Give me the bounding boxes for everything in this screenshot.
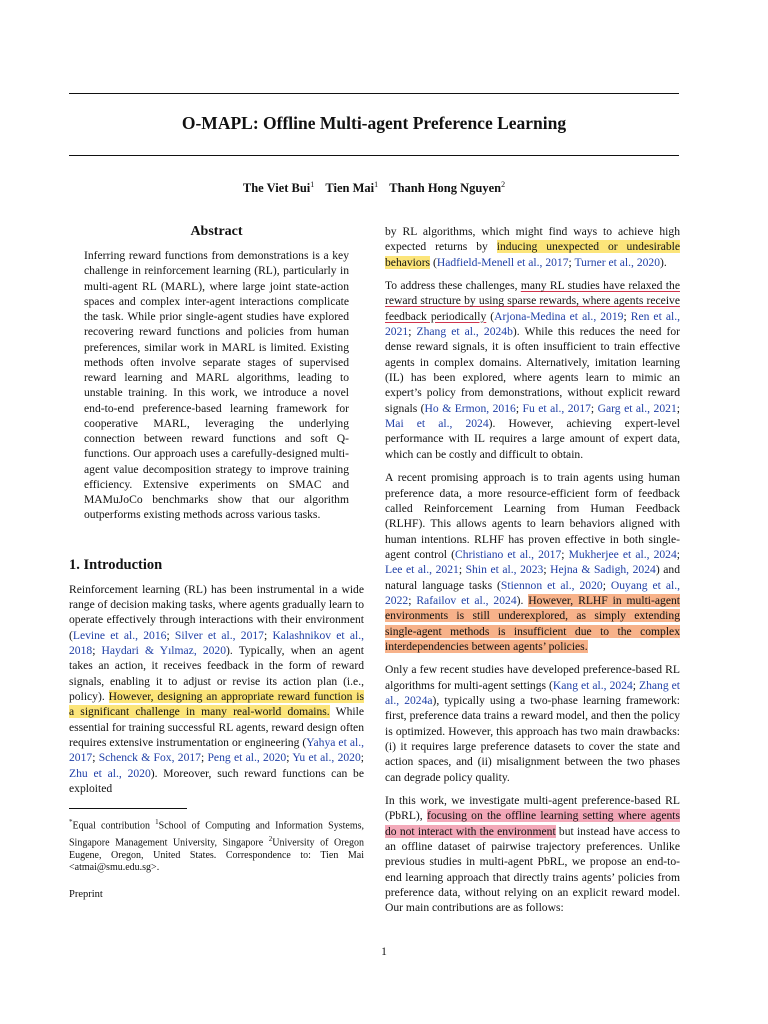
- text-run: University of Oregon Eugene, Oregon, United States. Correspondence to: Tien Mai <atmai@smu.edu.sg>.: [69, 837, 364, 874]
- body-paragraph: [385, 662, 680, 785]
- text-run: A recent promising approach is to train agents using human preference data, a more resource-efficient form of feedback called Reinforcement Learning from Human Feedback (RLHF). This allows agents to learn behaviors aligned with human intentions. RLHF has proven effective in both single-agent control (: [385, 471, 680, 561]
- text-run: In this work, we investigate multi-agent preference-based RL (PbRL),: [385, 794, 680, 823]
- text-run: Reinforcement learning (RL) has been instrumental in a wide range of decision making tasks, where agents gradually learn to operate effectively through interactions with their environment (: [69, 582, 364, 642]
- text-run: ;: [92, 751, 99, 765]
- text-run: ;: [561, 547, 569, 561]
- author-list: [69, 180, 679, 196]
- citation-link[interactable]: Zhu et al., 2020: [69, 766, 151, 780]
- body-paragraph: [385, 793, 680, 916]
- citation-link[interactable]: Levine et al., 2016: [72, 628, 167, 642]
- text-run: While essential for training successful RL agents, reward design often requires extensive instrumentation or engineering (: [69, 705, 364, 749]
- citation-link[interactable]: Stiennon et al., 2020: [500, 578, 603, 592]
- intro-paragraph: [69, 582, 364, 797]
- body-paragraph: [385, 278, 680, 462]
- citation-link[interactable]: Silver et al., 2017: [174, 628, 264, 642]
- title-top-rule: [69, 93, 679, 94]
- citation-link[interactable]: Arjona-Medina et al., 2019: [494, 309, 624, 323]
- body-paragraph: [385, 224, 680, 270]
- text-run: (: [430, 255, 437, 269]
- citation-link[interactable]: Zhang et al., 2024a: [385, 678, 680, 707]
- body-paragraph: [385, 470, 680, 654]
- text-run: ;: [263, 628, 273, 642]
- text-run: ;: [623, 309, 631, 323]
- citation-link[interactable]: Turner et al., 2020: [574, 255, 661, 269]
- highlight-pink: focusing on the offline learning setting where agents do not interact with the environment: [385, 809, 681, 838]
- author: Thanh Hong Nguyen$^2$: [389, 180, 506, 196]
- text-run: ;: [360, 751, 364, 765]
- citation-link[interactable]: Hadfield-Menell et al., 2017: [436, 255, 569, 269]
- text-run: ;: [568, 255, 575, 269]
- affiliation-footnote: [69, 808, 364, 874]
- citation-link[interactable]: Garg et al., 2021: [597, 401, 677, 415]
- superscript-mark: *: [69, 818, 73, 827]
- abstract-heading: Abstract: [190, 224, 243, 239]
- text-run: ). Moreover, such reward functions can be exploited: [69, 766, 364, 795]
- text-run: ;: [286, 751, 293, 765]
- text-run: Equal contribution: [72, 820, 156, 832]
- underline-annotation: many RL studies have relaxed the reward structure by using sparse rewards, where agents receive feedback periodically: [385, 279, 680, 323]
- preprint-label: Preprint: [69, 888, 103, 900]
- citation-link[interactable]: Yu et al., 2020: [292, 751, 361, 765]
- highlight-orange: However, RLHF in multi-agent environments is still underexplored, as simply extending single-agent methods is insufficient due to the complex interdependencies between agents’ policies.: [385, 593, 680, 653]
- text-run: ;: [166, 628, 175, 642]
- text-run: ;: [92, 643, 102, 657]
- section-heading-introduction: 1. Introduction: [69, 556, 163, 573]
- citation-link[interactable]: Ouyang et al., 2022: [385, 578, 680, 607]
- right-column: [385, 224, 680, 924]
- text-run: ;: [515, 401, 523, 415]
- text-run: by RL algorithms, which might find ways to achieve high expected returns by: [385, 225, 680, 254]
- text-run: ;: [408, 593, 417, 607]
- citation-link[interactable]: Ho & Ermon, 2016: [424, 401, 516, 415]
- text-run: ;: [590, 401, 598, 415]
- citation-link[interactable]: Hejna & Sadigh, 2024: [550, 563, 656, 577]
- text-run: ;: [408, 325, 417, 339]
- citation-link[interactable]: Mai et al., 2024: [385, 417, 489, 431]
- text-run: ;: [676, 547, 680, 561]
- text-run: (: [486, 309, 495, 323]
- text-run: ;: [676, 401, 680, 415]
- text-run: School of Computing and Information Systems, Singapore Management University, Singapore: [69, 820, 364, 849]
- paper-title: O-MAPL: Offline Multi-agent Preference Learning: [181, 113, 567, 133]
- text-run: ). While this reduces the need for dense reward signals, it is often insufficient to train effective agents in complex domains. Alternatively, imitation learning (IL) has been explored, where agents learn to mimic an expert’s policy from demonstrations, without explicit reward signals (: [385, 325, 680, 415]
- superscript-mark: 1: [155, 818, 159, 827]
- title-bottom-rule: [69, 155, 679, 156]
- citation-link[interactable]: Rafailov et al., 2024: [416, 593, 517, 607]
- citation-link[interactable]: Haydari & Yılmaz, 2020: [101, 643, 227, 657]
- text-run: ). However, achieving expert-level performance with IL requires a large amount of expert data, which can be costly and difficult to obtain.: [385, 417, 680, 461]
- citation-link[interactable]: Shin et al., 2023: [465, 563, 544, 577]
- author: The Viet Bui$^1$: [242, 180, 315, 196]
- highlight-yellow: inducing unexpected or undesirable behaviors: [385, 240, 680, 269]
- text-run: ).: [516, 593, 529, 607]
- text-run: ) and natural language tasks (: [385, 563, 681, 592]
- text-run: ).: [660, 255, 667, 269]
- superscript-mark: 2: [268, 835, 273, 844]
- citation-link[interactable]: Zhang et al., 2024b: [416, 325, 513, 339]
- text-run: Only a few recent studies have developed preference-based RL algorithms for multi-agent settings (: [385, 663, 680, 692]
- citation-link[interactable]: Fu et al., 2017: [522, 401, 591, 415]
- text-run: ). Typically, when an agent takes an action, it receives feedback in the form of reward signals, enabling it to adjust or revise its action plan (i.e., policy).: [69, 643, 364, 703]
- text-run: but instead have access to an offline dataset of pairwise trajectory preferences. Unlike previous studies in multi-agent PbRL, we propose an end-to-end learning approach that directly trains agents’ policies from preference data, without relying on an explicit reward model. Our main contributions are as follows:: [385, 824, 680, 915]
- citation-link[interactable]: Schenck & Fox, 2017: [98, 751, 201, 765]
- text-run: ;: [543, 563, 551, 577]
- author: Tien Mai$^1$: [325, 180, 379, 196]
- citation-link[interactable]: Kalashnikov et al., 2018: [69, 628, 365, 657]
- text-run: ;: [458, 563, 466, 577]
- text-run: ;: [602, 578, 611, 592]
- left-column: [69, 224, 364, 900]
- page-number: 1: [381, 946, 387, 958]
- citation-link[interactable]: Ren et al., 2021: [385, 309, 680, 339]
- text-run: ;: [632, 678, 639, 692]
- citation-link[interactable]: Peng et al., 2020: [207, 751, 287, 765]
- text-run: To address these challenges,: [385, 279, 521, 293]
- citation-link[interactable]: Mukherjee et al., 2024: [568, 547, 677, 561]
- text-run: ;: [200, 751, 208, 765]
- citation-link[interactable]: Kang et al., 2024: [552, 678, 633, 692]
- citation-link[interactable]: Lee et al., 2021: [385, 563, 459, 577]
- citation-link[interactable]: Yahya et al., 2017: [69, 735, 364, 765]
- abstract-text: Inferring reward functions from demonstrations is a key challenge in reinforcement learning (RL), particularly in multi-agent RL (MARL), where large joint state-action spaces and complex inter-agent interactions complicate the task. While prior single-agent studies have explored recovering reward functions and policies from human preferences, similar work in MARL is limited. Existing methods often involve separate stages of supervised reward learning and MARL algorithms, leading to unstable training. In this work, we introduce a novel end-to-end preference-based learning framework for cooperative MARL, leveraging the underlying connection between reward functions and soft Q-functions. Our approach uses a carefully-designed multi-agent value decomposition strategy to improve training efficiency. Extensive experiments on SMAC and MAMuJoCo benchmarks show that our algorithm outperforms existing methods across various tasks.: [84, 249, 349, 522]
- text-run: ), typically using a two-phase learning framework: first, preference data trains a reward model, and then the policy is optimized. However, this approach has two main drawbacks: (i) it requires large preference datasets to cover the state and action spaces, and (ii) misalignment between the two phases can degrade policy quality.: [385, 693, 680, 784]
- highlight-yellow: However, designing an appropriate reward function is a significant challenge in many real-world domains.: [69, 689, 364, 719]
- citation-link[interactable]: Christiano et al., 2017: [454, 547, 562, 561]
